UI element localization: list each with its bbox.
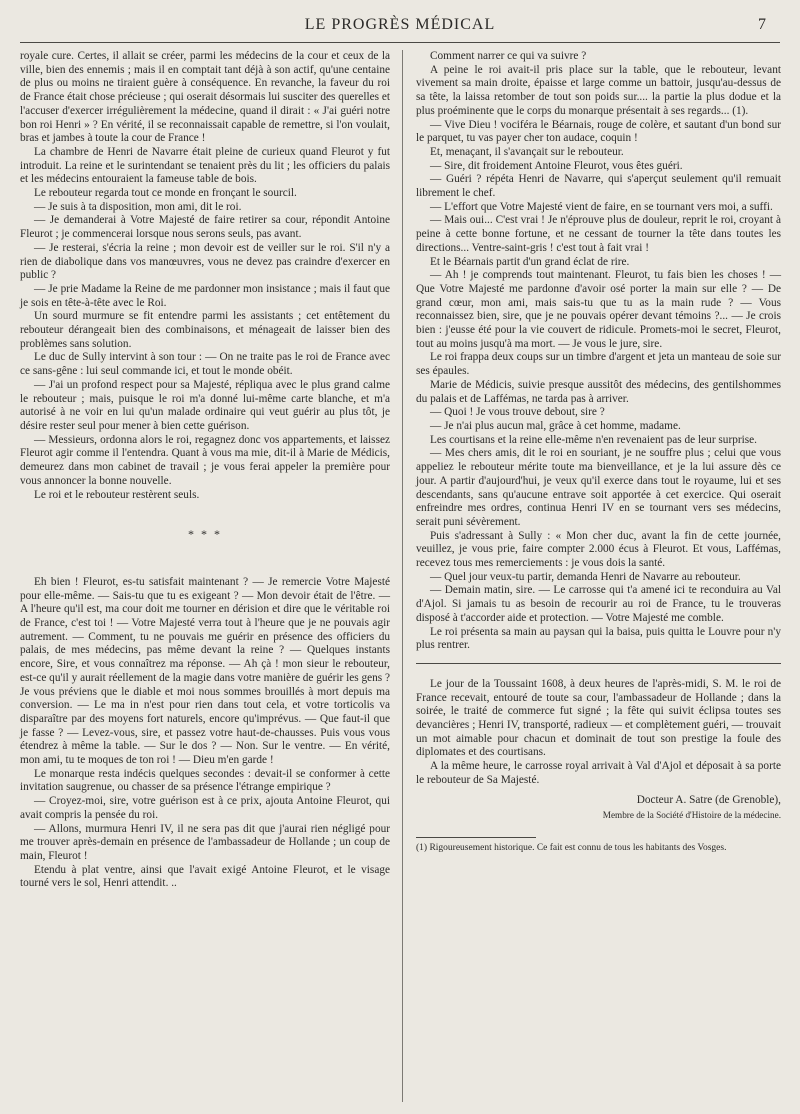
page-number: 7 [758,16,766,33]
page-header [20,14,780,43]
paragraph: — Mais oui... C'est vrai ! Je n'éprouve plus de douleur, reprit le roi, croyant à peine à cette bonne fortune, et ne cessant de tourner la tête dans toutes les directions... Ventre-saint-gris ! c'est tout à fait vrai ! [416,214,781,254]
paragraph: — Quel jour veux-tu partir, demanda Henri de Navarre au rebouteur. [430,570,741,583]
paragraph: — L'effort que Votre Majesté vient de faire, en se tournant vers moi, a suffi. [430,200,773,213]
paragraph: — Vive Dieu ! vociféra le Béarnais, rouge de colère, et sautant d'un bond sur le parquet, tu vas payer cher ton audace, coquin ! [416,118,781,145]
paragraph: Le roi et le rebouteur restèrent seuls. [34,488,200,501]
running-title: LE PROGRÈS MÉDICAL [304,16,496,33]
paragraph: A la même heure, le carrosse royal arrivait à Val d'Ajol et déposait à sa porte le rebouteur de Sa Majesté. [416,760,781,786]
paragraph: — Je prie Madame la Reine de me pardonner mon insistance ; mais il faut que je sois en tête-à-tête avec le Roi. [20,282,390,309]
paragraph: — Mes chers amis, dit le roi en souriant, je ne souffre plus ; celui que vous appeliez le rebouteur mérite toute ma bienveillance, et je la lui assure dès ce jour. A partir d'aujourd'hui, je veux qu'il exerce dans tout le royaume, lui et ses descendants, sans qu'aucune entrave soit apportée à cet exercice. Qui oserait enfreindre mes ordres, continua Henri IV en se tournant vers ses médecins, serait puni sévèrement. [416,447,781,528]
paragraph: — Sire, dit froidement Antoine Fleurot, vous êtes guéri. [430,159,683,172]
paragraph: — Guéri ? répéta Henri de Navarre, qui s'aperçut seulement qu'il remuait librement le chef. [416,173,781,200]
paragraph: Le jour de la Toussaint 1608, à deux heures de l'après-midi, S. M. le roi de France recevait, entouré de toute sa cour, l'ambassadeur de Hollande ; dans la soirée, le traité de commerce fut signé ; la fête qui suivit éclipsa toutes ses devancières ; Henri IV, transporté, radieux — et complètement guéri, — trouvait un mot aimable pour chacun et dominait de tout son prestige la foule des diplomates et des courtisans. [416,677,781,759]
paragraph: — Je suis à ta disposition, mon ami, dit le roi. [34,200,242,213]
paragraph: Comment narrer ce qui va suivre ? [430,50,587,62]
paragraph: Le roi frappa deux coups sur un timbre d'argent et jeta un manteau de soie sur ses épaules. [416,351,781,378]
right-column [416,50,781,854]
paragraph: — Je demanderai à Votre Majesté de faire retirer sa cour, répondit Antoine Fleurot ; je commencerai lorsque nous serons seuls, pas avant. [20,214,390,241]
paragraph: — Allons, murmura Henri IV, il ne sera pas dit que j'aurai rien négligé pour me trouver après-demain en présence de l'ambassadeur de Hollande ; un coup de main, Fleurot ! [20,822,390,862]
section-separator: * * * [188,527,222,542]
paragraph: — Demain matin, sire. — Le carrosse qui t'a amené ici te reconduira au Val d'Ajol. Si jamais tu as besoin de recourir au roi de France, tu le trouveras disposé à t'accorder aide et protection. — Votre Majesté me comble. [416,584,781,624]
paragraph: — Messieurs, ordonna alors le roi, regagnez donc vos appartements, et laissez Fleurot agir comme il l'entendra. Quant à vous ma mie, dit-il à Marie de Médicis, demeurez dans mon cabinet de travail ; je vous ferai appeler la première pour vous annoncer la bonne nouvelle. [20,433,390,487]
footnote-rule [416,837,536,838]
paragraph: — Je n'ai plus aucun mal, grâce à cet homme, madame. [430,419,681,432]
paragraph: Le rebouteur regarda tout ce monde en fronçant le sourcil. [34,187,297,200]
paragraph: Le duc de Sully intervint à son tour : — On ne traite pas le roi de France avec ce sans-gêne : lui seul commande ici, et tout le monde obéit. [20,351,390,378]
paragraph: royale cure. Certes, il allait se créer, parmi les médecins de la cour et ceux de la ville, bien des ennemis ; mais il en comptait tant déjà à son actif, qu'une centaine de plus ou moins ne tiraient guère à conséquence. En revanche, la faveur du roi de France était chose précieuse ; qui oserait désormais lui susciter des querelles et l'accuser d'exercer irrégulièrement la médecine, quand il dirait : « J'ai guéri notre bon roi Henri » ? En vérité, il se reconnaissait capable de remettre, si l'on voulait, bras et jambes à toute la cour de France ! [20,50,390,145]
paragraph: — Croyez-moi, sire, votre guérison est à ce prix, ajouta Antoine Fleurot, qui avait compris la pensée du roi. [20,795,390,821]
paragraph: — Ah ! je comprends tout maintenant. Fleurot, tu fais bien les choses ! — Que Votre Majesté me pardonne d'avoir osé porter la main sur elle ? — De grand cœur, mon ami, mais sais-tu que tu as la main rude ? — Vous reconnaissez bien, sire, que je ne pouvais opérer devant témoins ?... — Je crois bien : j'eusse été pour la vie couvert de ridicule. Promets-moi le secret, Fleurot, tout au moins jusqu'à ma mort. — Je vous le jure, sire. [416,269,781,350]
footnote: (1) Rigoureusement historique. Ce fait est connu de tous les habitants des Vosges. [416,842,727,853]
column-divider [402,50,403,1102]
paragraph: Et, menaçant, il s'avançait sur le rebouteur. [430,145,624,158]
paragraph: — J'ai un profond respect pour sa Majesté, répliqua avec le plus grand calme le rebouteur ; mais, puisque le roi m'a donné lui-même carte blanche, et m'a autorisé à ne voir en lui qu'un malade ordinaire qui veut guérir au plus tôt, je désire rester seul pour mener à bien cette guérison. [20,378,390,432]
paragraph: Le roi présenta sa main au paysan qui la baisa, puis quitta le Louvre pour n'y plus rentrer. [416,625,781,652]
paragraph: La chambre de Henri de Navarre était pleine de curieux quand Fleurot y fut introduit. La reine et le surintendant se tenaient près du lit ; les officiers du palais et les médecins entouraient la fameuse table de bois. [20,145,390,186]
author-affiliation: Membre de la Société d'Histoire de la médecine. [602,810,781,821]
paragraph: Eh bien ! Fleurot, es-tu satisfait maintenant ? — Je remercie Votre Majesté pour elle-même. — Sais-tu que tu es exigeant ? — Mon devoir était de l'être. — A l'heure qu'il est, ma cour doit me tourner en dérision et dire que le véritable roi de France, c'est toi ! — Votre Majesté verra tout à l'heure que je ne pouvais agir autrement. — Comment, tu ne pouvais me guérir en présence des officiers du palais, de mes médecins, pas même devant la reine ? — Quelques instants encore, Sire, et vous connaîtrez ma réponse. — Ah çà ! mon sieur le rebouteur, est-ce qu'il y aurait réellement de la magie dans votre manière de guérir les gens ? Je vous préviens que le diable et moi nous sommes brouillés à mort depuis ma conversion. — Le ma in n'est pour rien dans tout cela, et votre torticolis va disparaître par des moyens fort naturels, encore qu'imprévus. — Que faut-il que je fasse ? — Levez-vous, sire, et passez votre haut-de-chausses. Puis vous vous étendrez à même la table. — Sur le dos ? — Non. Sur le ventre. — En vérité, mon ami, tu te moques de ton roi ! — Dieu m'en garde ! [20,575,390,767]
paragraph: Le monarque resta indécis quelques secondes : devait-il se conformer à cette invitation saugrenue, ou chasser de sa présence l'étrange empirique ? [20,767,390,794]
left-column [20,50,390,891]
paragraph: Et le Béarnais partit d'un grand éclat de rire. [430,255,630,268]
paragraph: A peine le roi avait-il pris place sur la table, que le rebouteur, levant vivement sa main droite, épaisse et large comme un battoir, jusqu'au-dessus de sa tête, la laissa retomber de tout son poids sur.... la partie la plus dodue et la plus proéminente que le corps du monarque présentait à ses regards... (1). [416,63,781,117]
author-signature: Docteur A. Satre (de Grenoble), [636,793,781,806]
paragraph: Puis s'adressant à Sully : « Mon cher duc, avant la fin de cette journée, veuillez, je vous prie, faire compter 2.000 écus à Fleurot. Et vous, Laffémas, recevez tous mes remerciements : je vous dois la santé. [416,529,781,570]
paragraph: Etendu à plat ventre, ainsi que l'avait exigé Antoine Fleurot, et le visage tourné vers le sol, Henri attendit. .. [20,863,390,890]
paragraph: Marie de Médicis, suivie presque aussitôt des médecins, des gentilshommes du palais et de Laffémas, ne tarda pas à arriver. [416,378,781,405]
paragraph: Un sourd murmure se fit entendre parmi les assistants ; cet entêtement du rebouteur dérangeait bien des combinaisons, et ménageait de laisser bien des problèmes sans solution. [20,310,390,350]
paragraph: — Je resterai, s'écria la reine ; mon devoir est de veiller sur le roi. S'il n'y a rien de diabolique dans vos manœuvres, vous ne devez pas craindre d'exercer en public ? [20,241,390,282]
paragraph: — Quoi ! Je vous trouve debout, sire ? [430,406,605,419]
section-rule [416,663,781,664]
paragraph: Les courtisans et la reine elle-même n'en revenaient pas de leur surprise. [430,433,757,446]
